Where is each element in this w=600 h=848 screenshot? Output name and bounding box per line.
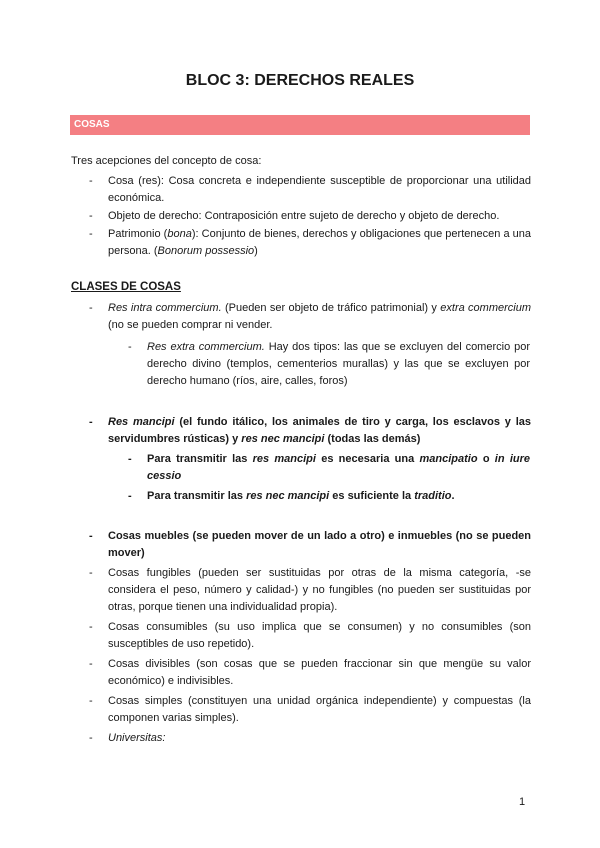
cosas-fungibles: Cosas fungibles (pueden ser sustituidas por otras de la misma categoría, -se considera el peso, número y calidad-) y no fungibles (no pueden ser sustituidas por otras, porque tienen una individualidad propia). <box>108 567 531 613</box>
acepcion-objeto: Objeto de derecho: Contraposición entre sujeto de derecho y objeto de derecho. <box>108 210 500 222</box>
cosas-consumibles: Cosas consumibles (su uso implica que se consumen) y no consumibles (son susceptibles de uso repetido). <box>108 621 531 650</box>
commercium-sublist <box>110 339 530 390</box>
list-item <box>110 488 530 505</box>
list-dash: - <box>89 732 93 744</box>
list-dash: - <box>128 490 132 502</box>
acepciones-list <box>71 173 531 261</box>
list-item <box>71 528 531 562</box>
mancipi-sublist <box>110 451 530 505</box>
transmitir-nec-mancipi: Para transmitir las res nec mancipi es suficiente la traditio. <box>147 490 455 502</box>
universitas: Universitas: <box>108 732 166 744</box>
list-item <box>71 619 531 653</box>
page-number: 1 <box>519 796 526 808</box>
list-dash: - <box>89 695 93 707</box>
list-dash: - <box>128 341 132 353</box>
list-item <box>71 730 531 747</box>
acepcion-patrimonio: Patrimonio (bona): Conjunto de bienes, derechos y obligaciones que pertenecen a una persona. (Bonorum possessio) <box>108 228 532 257</box>
commercium-list <box>71 300 531 335</box>
acepcion-res: Cosa (res): Cosa concreta e independiente susceptible de proporcionar una utilidad económica. <box>108 175 531 204</box>
cosas-muebles: Cosas muebles (se pueden mover de un lado a otro) e inmuebles (no se pueden mover) <box>108 530 531 559</box>
list-dash: - <box>89 210 93 222</box>
list-item <box>71 173 531 207</box>
clases-list <box>71 528 531 748</box>
list-item <box>71 565 531 616</box>
list-dash: - <box>89 567 93 579</box>
list-dash: - <box>89 175 93 187</box>
intro-text: Tres acepciones del concepto de cosa: <box>71 155 262 167</box>
extra-commercium-text: Res extra commercium. Hay dos tipos: las que se excluyen del comercio por derecho divino (templos, cementerios murallas) y las que se excluyen por derecho humano (ríos, aire, calles, foros) <box>147 341 530 387</box>
list-dash: - <box>128 453 132 465</box>
cosas-divisibles: Cosas divisibles (son cosas que se pueden fraccionar sin que mengüe su valor económico) e indivisibles. <box>108 658 531 687</box>
section-header-bar: COSAS <box>70 115 530 135</box>
list-dash: - <box>89 416 93 428</box>
list-item <box>71 656 531 690</box>
mancipi-list <box>71 414 531 449</box>
list-dash: - <box>89 302 93 314</box>
transmitir-mancipi: Para transmitir las res mancipi es necesaria una mancipatio o in iure cessio <box>147 453 530 482</box>
clases-heading: CLASES DE COSAS <box>71 281 181 293</box>
cosas-simples: Cosas simples (constituyen una unidad orgánica independiente) y compuestas (la componen varias simples). <box>108 695 531 724</box>
list-dash: - <box>89 621 93 633</box>
list-item <box>110 339 530 390</box>
list-item <box>71 226 531 260</box>
mancipi-text: Res mancipi (el fundo itálico, los animales de tiro y carga, los esclavos y las servidumbres rústicas) y res nec mancipi (todas las demás) <box>108 416 531 445</box>
list-item <box>110 451 530 485</box>
commercium-text: Res intra commercium. (Pueden ser objeto de tráfico patrimonial) y extra commercium (no se pueden comprar ni vender. <box>108 302 531 331</box>
page-title: BLOC 3: DERECHOS REALES <box>185 72 415 89</box>
list-dash: - <box>89 228 93 240</box>
list-item <box>71 414 531 448</box>
list-dash: - <box>89 530 93 542</box>
list-item <box>71 693 531 727</box>
list-dash: - <box>89 658 93 670</box>
list-item <box>71 208 531 225</box>
list-item <box>71 300 531 334</box>
